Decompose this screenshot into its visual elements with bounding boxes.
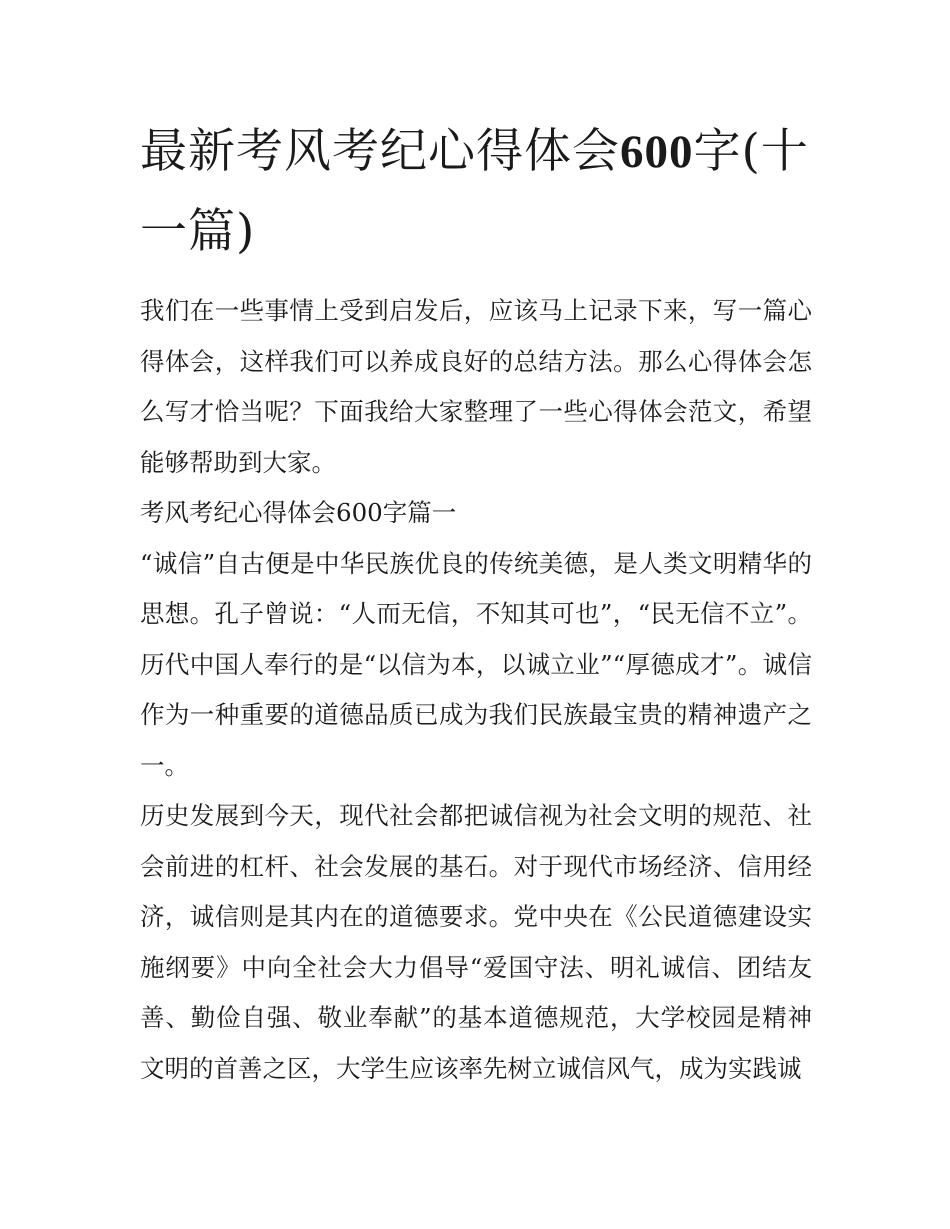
document-title — [140, 112, 812, 272]
body-paragraph: “诚信”自古便是中华民族优良的传统美德，是人类文明精华的思想。孔子曾说：“人而无信，不知其可也”，“民无信不立”。历代中国人奉行的是“以信为本，以诚立业”“厚德成才”。诚信作为一种重要的道德品质已成为我们民族最宝贵的精神遗产之一。 — [140, 548, 812, 780]
body-paragraph: 历史发展到今天，现代社会都把诚信视为社会文明的规范、社会前进的杠杆、社会发展的基石。对于现代市场经济、信用经济，诚信则是其内在的道德要求。党中央在《公民道德建设实施纲要》中向全社会大力倡导“爱国守法、明礼诚信、团结友善、勤俭自强、敬业奉献”的基本道德规范，大学校园是精神文明的首善之区，大学生应该率先树立诚信风气，成为实践诚 — [140, 801, 812, 1083]
title-text-start: 最新考风考纪心得体会 — [140, 124, 620, 179]
document-content — [140, 112, 812, 1094]
title-number: 600 — [620, 126, 694, 178]
section-heading: 考风考纪心得体会600字篇一 — [140, 498, 457, 527]
title-text-end: 字(十一篇) — [140, 124, 809, 259]
intro-paragraph: 我们在一些事情上受到启发后，应该马上记录下来，写一篇心得体会，这样我们可以养成良好的总结方法。那么心得体会怎么写才恰当呢？下面我给大家整理了一些心得体会范文，希望能够帮助到大家。 — [140, 296, 812, 477]
